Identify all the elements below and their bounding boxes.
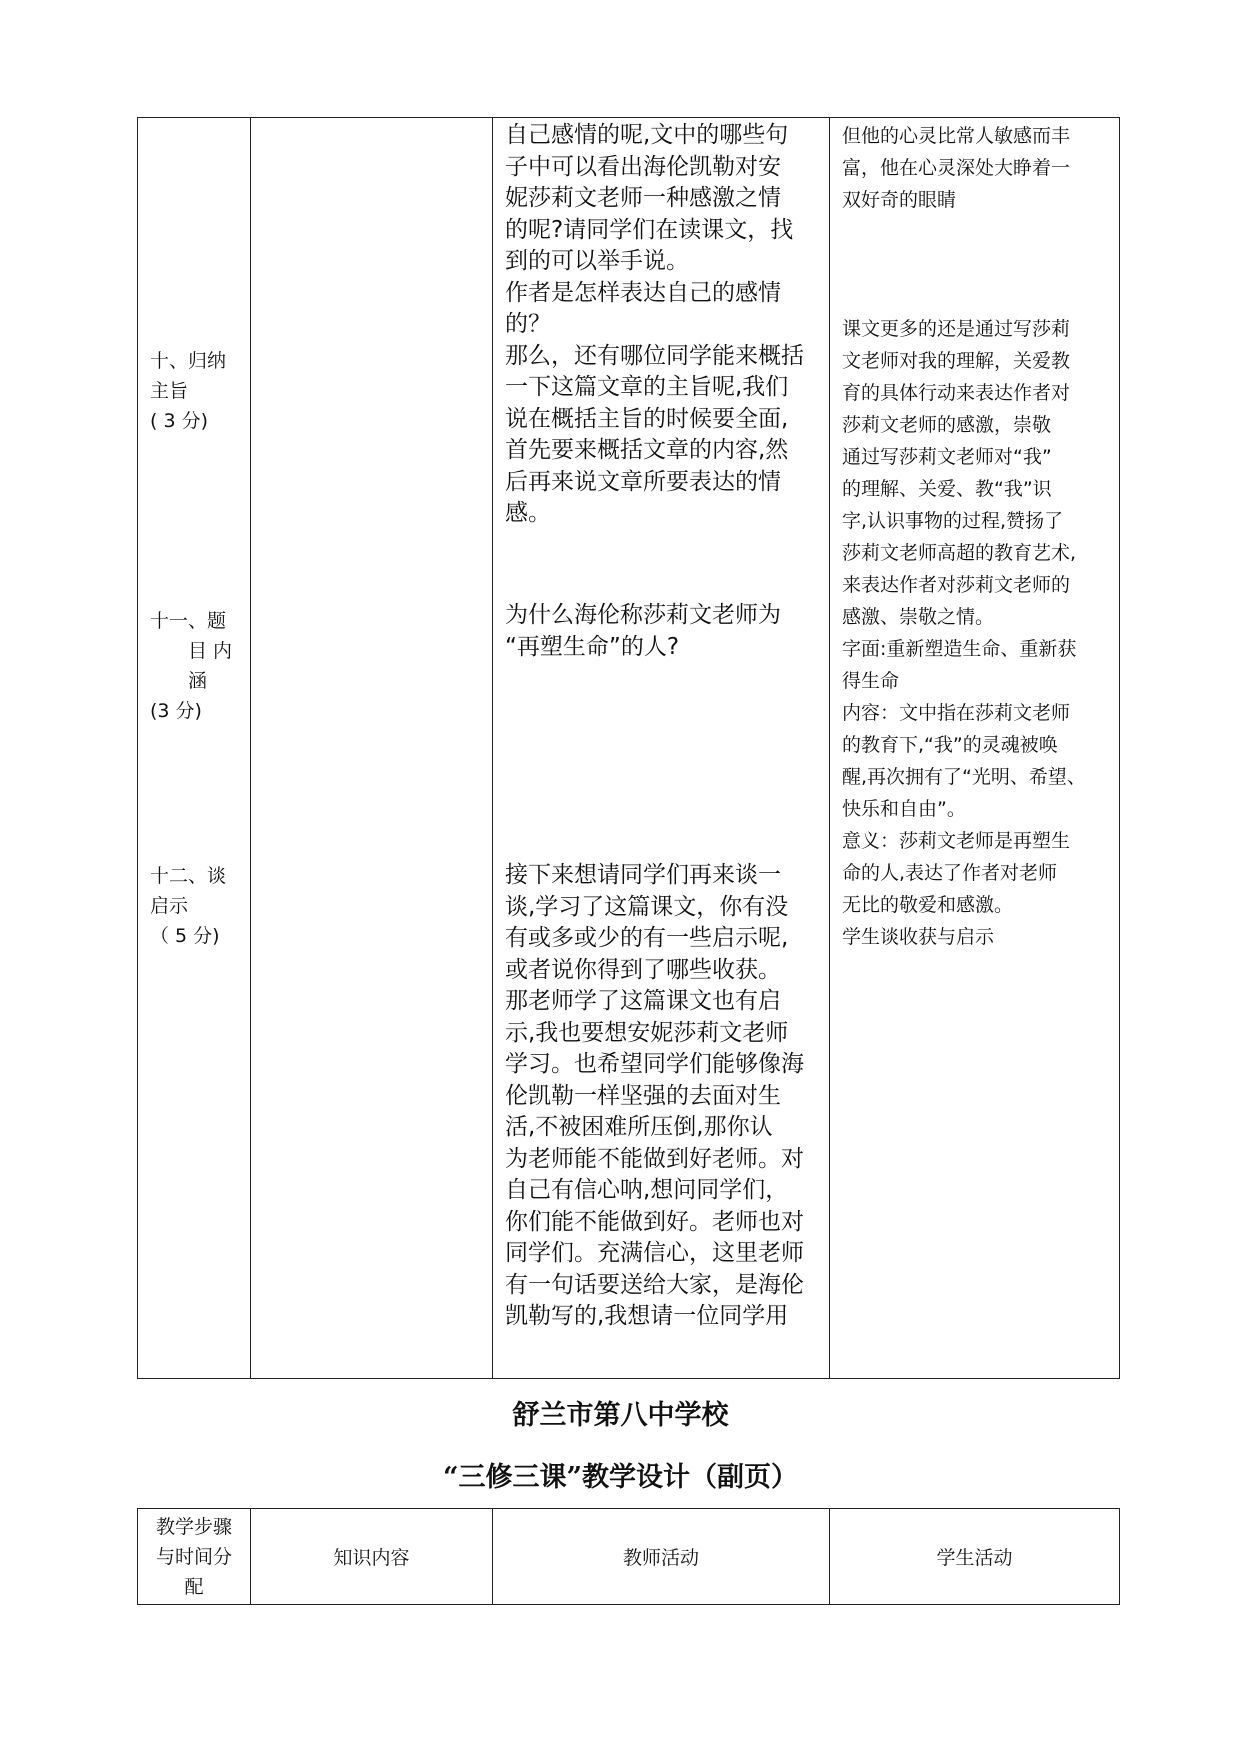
header-knowledge: 知识内容 (251, 1509, 493, 1605)
step-12-line1: 十二、谈 (150, 865, 227, 887)
teacher-block-3: 接下来想请同学们再来谈一 谈,学习了这篇课文，你有没 有或多或少的有一些启示呢, 或者说你得到了哪些收获。 那老师学了这篇课文也有启 示,我也要想安妮莎莉文老师 学习。也希望同学们能够像海 伦凯勒一样坚强的去面对生 活,不被困难所压倒,那你认 为老师能不能做到好老师。对 自己有信心呐,想问同学们， 你们能不能做到好。老师也对 同学们。充满信心，这里老师 有一句话要送给大家，是海伦 凯勒写的,我想请一位同学用 (505, 862, 804, 1329)
step-11-line1: 十一、题 (150, 610, 227, 632)
header-steps (138, 1509, 251, 1605)
header-steps-line3: 配 (184, 1575, 204, 1598)
step-12-score: （ 5 分) (150, 925, 220, 947)
lesson-table (137, 117, 1120, 1379)
student-column (830, 118, 1120, 1379)
steps-column (138, 118, 251, 1379)
header-student: 学生活动 (830, 1509, 1120, 1605)
teacher-block-1: 自己感情的呢,文中的哪些句 子中可以看出海伦凯勒对安 妮莎莉文老师一种感激之情 的呢?请同学们在读课文，找 到的可以举手说。 作者是怎样表达自己的感情 的？ 那么，还有哪位同学能来概括 一下这篇文章的主旨呢,我们 说在概括主旨的时候要全面, 首先要来概括文章的内容,然 后再来说文章所要表达的情 感。 (505, 122, 804, 526)
step-10 (150, 346, 246, 436)
teacher-column (493, 118, 830, 1379)
knowledge-column (251, 118, 493, 1379)
student-block-1: 但他的心灵比常人敏感而丰 富，他在心灵深处大睁着一 双好奇的眼睛 (842, 125, 1071, 211)
teacher-block-2: 为什么海伦称莎莉文老师为 “再塑生命”的人? (505, 602, 781, 660)
step-12 (150, 861, 246, 951)
school-title: 舒兰市第八中学校 (512, 1400, 729, 1431)
header-steps-line1: 教学步骤 (155, 1515, 232, 1538)
header-teacher: 教师活动 (493, 1509, 830, 1605)
step-11-line3: 涵 (188, 670, 208, 692)
step-11-line2: 目 内 (188, 640, 233, 662)
student-block-2: 课文更多的还是通过写莎莉 文老师对我的理解，关爱教 育的具体行动来表达作者对 莎莉文老师的感激，崇敬 通过写莎莉文老师对“我” 的理解、关爱、教“我”识 字,认识事物的过程,赞扬了 莎莉文老师高超的教育艺术, 来表达作者对莎莉文老师的 感激、崇敬之情。 字面:重新塑造生命、重新获 得生命 内容：文中指在莎莉文老师 的教育下,“我”的灵魂被唤 醒,再次拥有了“光明、希望、 快乐和自由”。 意义：莎莉文老师是再塑生 命的人,表达了作者对老师 无比的敬爱和感激。 学生谈收获与启示 (842, 318, 1086, 948)
step-10-score: ( 3 分) (150, 410, 208, 432)
header-table (137, 1508, 1120, 1605)
step-10-line1: 十、归纳 (150, 350, 227, 372)
step-12-line2: 启示 (150, 895, 189, 917)
design-title: “三修三课”教学设计（副页） (442, 1462, 799, 1493)
step-11 (150, 606, 246, 726)
step-10-line2: 主旨 (150, 380, 189, 402)
header-steps-line2: 与时间分 (155, 1545, 232, 1568)
step-11-score: (3 分) (150, 700, 202, 722)
